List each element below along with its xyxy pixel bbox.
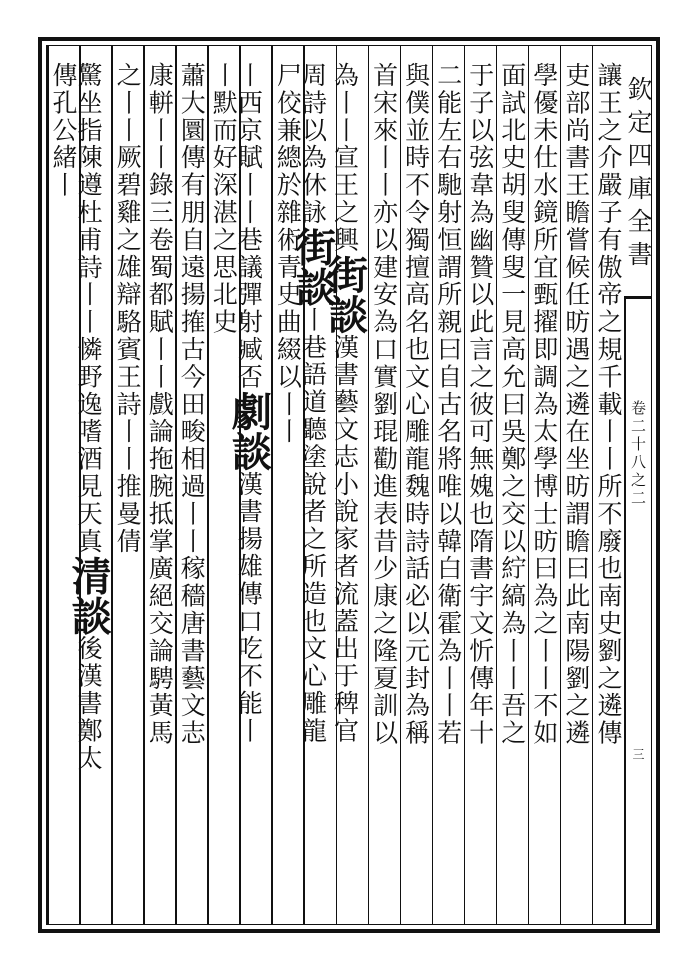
book-title: 欽定四庫全書: [624, 76, 653, 274]
text-column: [176, 62, 206, 917]
text-run: 為丨丨宣王之興: [330, 62, 360, 254]
text-run: 讓王之介嚴子有傲帝之規千載丨丨所不廢也南史劉之遴傳: [593, 62, 623, 747]
margin-fishtail-rule: [624, 296, 651, 299]
text-run: 漢書揚雄傳口吃不能丨: [234, 470, 264, 745]
text-column: [208, 62, 238, 917]
text-run: 驚坐指陳遵杜甫詩丨丨憐野逸嗜酒見天真: [74, 62, 104, 556]
text-column: [561, 62, 591, 917]
juan-number: 卷二十八之二: [629, 400, 647, 508]
text-run: 丨巷語道聽塗說者之所造也文心雕龍: [298, 306, 328, 745]
text-run: 于子以弦韋為幽贊以此言之彼可無媿也隋書宇文忻傳年十: [465, 62, 495, 747]
text-column: [65, 62, 113, 917]
text-run: 後漢書鄭太: [74, 635, 104, 773]
text-run: 面試北史胡叟傳叟一見高允曰吳鄭之交以紵縞為丨丨吾之: [497, 62, 527, 747]
headword: 清談: [65, 555, 113, 636]
text-run: 學優未仕水鏡所宜甄擢即調為太學博士昉曰為之丨丨不如: [529, 62, 559, 747]
text-column: [369, 62, 399, 917]
text-column: [433, 62, 463, 917]
text-run: 吏部尚書王瞻嘗候任昉遇之遴在坐昉謂瞻曰此南陽劉之遴: [561, 62, 591, 747]
text-column: [401, 62, 431, 917]
text-column: [593, 62, 623, 917]
text-run: 尸佼兼總於雜術青史曲綴以丨丨: [273, 62, 303, 446]
text-column: [112, 62, 142, 917]
text-run: 周詩以為休詠: [298, 62, 328, 227]
text-column: [272, 62, 302, 917]
text-column: [48, 62, 78, 917]
text-run: 康軿丨丨錄三卷蜀都賦丨丨戲論拖腕抵掌廣絕交論騁黃馬: [145, 62, 175, 747]
text-run: 之丨丨厥碧雞之雄辯駱賓王詩丨丨推曼倩: [113, 62, 143, 556]
text-column: [321, 62, 369, 917]
text-run: 丨西京賦丨丨巷議彈射臧否: [234, 62, 264, 391]
text-column: [497, 62, 527, 917]
headword: 街談: [289, 226, 337, 307]
folio-number: 三: [631, 748, 645, 760]
text-run: 二能左右馳射恒謂所親曰自古名將唯以韓白衛霍為丨丨若: [433, 62, 463, 747]
text-column: [289, 62, 337, 917]
text-run: 蕭大圜傳有朋自遠揚搉古今田畯相過丨丨稼穡唐書藝文志: [177, 62, 207, 747]
text-column: [144, 62, 174, 917]
text-column: [529, 62, 559, 917]
text-run: 傳孔公緒丨: [49, 62, 79, 199]
text-run: 漢書藝文志小說家者流蓋出于稗官: [330, 333, 360, 745]
text-run: 首宋來丨丨亦以建安為口實劉琨勸進表昔少康之隆夏訓以: [369, 62, 399, 747]
text-column: [465, 62, 495, 917]
headword: 劇談: [225, 390, 273, 471]
text-column: [225, 62, 273, 917]
text-run: 與僕並時不令獨擅高名也文心雕龍魏時詩話必以元封為稱: [401, 62, 431, 747]
text-run: 丨默而好深湛之思北史: [209, 62, 239, 336]
headword: 街談: [321, 253, 369, 334]
